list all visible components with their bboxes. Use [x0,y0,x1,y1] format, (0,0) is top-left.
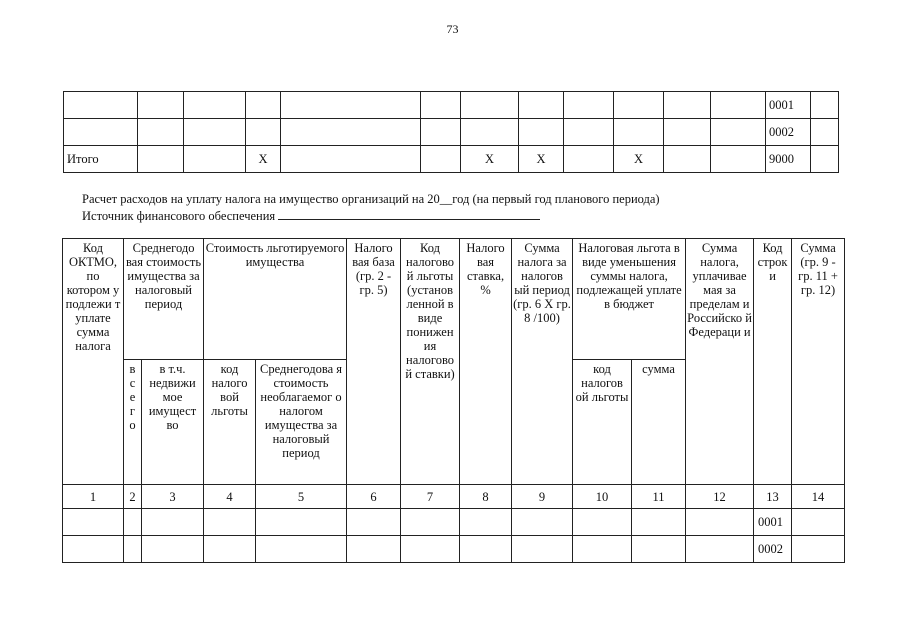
header-final-sum: Сумма (гр. 9 - гр. 11 + гр. 12) [792,239,845,485]
column-numbers-row [63,485,845,509]
header-reduction: Налоговая льгота в виде уменьшения суммы налога, подлежащей уплате в бюджет [573,239,686,360]
line-code: 0001 [766,92,811,119]
header-total: в с е г о [124,360,142,485]
header-outside-rf: Сумма налога, уплачивае мая за пределам и Российско й Федераци и [686,239,754,485]
line-code: 0002 [754,536,792,563]
header-reduction-code: код налогов ой льготы [573,360,632,485]
top-table [63,91,839,173]
line-code: 0001 [754,509,792,536]
table-row [64,92,839,119]
header-exempt-code: код налого вой льготы [204,360,256,485]
table-row [64,119,839,146]
column-number: 8 [460,485,512,509]
column-number: 1 [63,485,124,509]
header-row [63,239,845,360]
column-number: 13 [754,485,792,509]
header-benefit-code: Код налогово й льготы (установ ленной в виде понижен ия налогово й ставки) [401,239,460,485]
funding-source-line: Источник финансового обеспечения [82,208,540,224]
column-number: 3 [142,485,204,509]
header-reduction-sum: сумма [632,360,686,485]
header-line-code: Код строк и [754,239,792,485]
header-rate: Налого вая ставка, % [460,239,512,485]
column-number: 9 [512,485,573,509]
column-number: 7 [401,485,460,509]
column-number: 14 [792,485,845,509]
column-number: 12 [686,485,754,509]
column-number: 2 [124,485,142,509]
line-code: 9000 [766,146,811,173]
column-number: 6 [347,485,401,509]
header-tax-base: Налого вая база (гр. 2 - гр. 5) [347,239,401,485]
table-row [63,509,845,536]
header-oktmo: Код ОКТМО, по котором у подлежи т уплате сумма налога [63,239,124,485]
column-number: 4 [204,485,256,509]
header-exempt-property: Стоимость льготируемого имущества [204,239,347,360]
column-number: 11 [632,485,686,509]
column-number: 5 [256,485,347,509]
header-exempt-avg: Среднегодова я стоимость необлагаемог о налогом имущества за налоговый период [256,360,347,485]
header-real-estate: в т.ч. недвижи мое имущест во [142,360,204,485]
header-tax-sum: Сумма налога за налогов ый период (гр. 6 X гр. 8 /100) [512,239,573,485]
section-caption: Расчет расходов на уплату налога на имущество организаций на 20__год (на первый год планового периода) [82,192,660,206]
tax-calculation-table [62,238,845,563]
total-label: Итого [64,146,138,173]
funding-source-field[interactable] [278,208,540,220]
total-row: Итого X X X X 9000 [64,146,839,173]
line-code: 0002 [766,119,811,146]
page-number: 73 [446,22,459,36]
table-row [63,536,845,563]
header-avg-cost: Среднегодо вая стоимость имущества за налоговый период [124,239,204,360]
column-number: 10 [573,485,632,509]
